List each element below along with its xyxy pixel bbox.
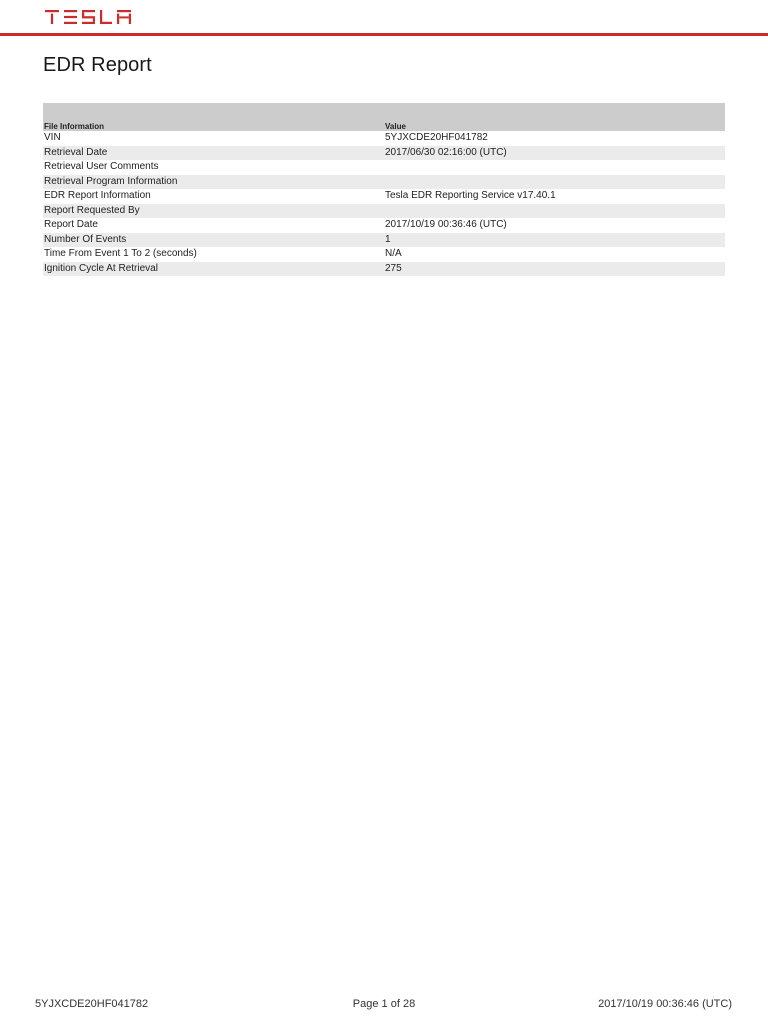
header-divider: [0, 33, 768, 36]
footer-vin: 5YJXCDE20HF041782: [35, 998, 149, 1010]
page-header: [0, 0, 768, 36]
row-value: [384, 175, 725, 190]
row-value: 2017/10/19 00:36:46 (UTC): [384, 218, 725, 233]
row-value: [384, 204, 725, 219]
row-field: Ignition Cycle At Retrieval: [43, 262, 384, 277]
row-field: Retrieval Program Information: [43, 175, 384, 190]
footer-page-number: Page 1 of 28: [352, 998, 416, 1010]
page-footer: [0, 998, 768, 1014]
row-value: 1: [384, 233, 725, 248]
table-row: [43, 175, 725, 190]
row-field: VIN: [43, 131, 384, 146]
row-value: N/A: [384, 247, 725, 262]
table-row: [43, 262, 725, 277]
row-field: Retrieval User Comments: [43, 160, 384, 175]
row-value: 5YJXCDE20HF041782: [384, 131, 725, 146]
table-row: [43, 204, 725, 219]
row-field: Report Requested By: [43, 204, 384, 219]
page-title: EDR Report: [43, 54, 152, 76]
table-header-row: [43, 103, 725, 131]
row-value: 2017/06/30 02:16:00 (UTC): [384, 146, 725, 161]
row-field: Time From Event 1 To 2 (seconds): [43, 247, 384, 262]
row-field: Report Date: [43, 218, 384, 233]
row-field: Number Of Events: [43, 233, 384, 248]
column-header-file-information: File Information: [43, 103, 384, 131]
table-row: [43, 189, 725, 204]
footer-report-date: 2017/10/19 00:36:46 (UTC): [598, 998, 732, 1010]
row-field: Retrieval Date: [43, 146, 384, 161]
file-information-table: [43, 103, 725, 276]
row-field: EDR Report Information: [43, 189, 384, 204]
table-row: [43, 131, 725, 146]
table-row: [43, 160, 725, 175]
table-row: [43, 218, 725, 233]
row-value: [384, 160, 725, 175]
table-row: [43, 146, 725, 161]
table-row: [43, 247, 725, 262]
column-header-value: Value: [384, 103, 725, 131]
table-row: [43, 233, 725, 248]
tesla-wordmark-icon: [45, 9, 133, 25]
row-value: 275: [384, 262, 725, 277]
row-value: Tesla EDR Reporting Service v17.40.1: [384, 189, 725, 204]
